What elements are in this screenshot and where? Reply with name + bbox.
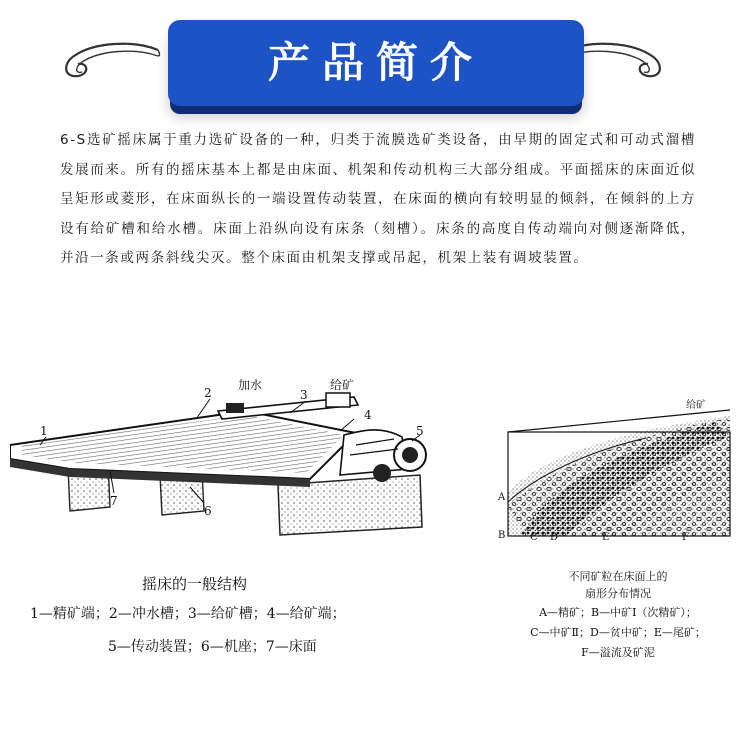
part-2-label: 2 <box>204 386 212 400</box>
part-1-label: 1 <box>40 424 48 438</box>
fan-distribution-diagram <box>496 396 734 550</box>
right-figure-title-line2: 扇形分布情况 <box>585 587 651 600</box>
feed-label: 给矿 <box>330 378 355 392</box>
feed-label-right: 给矿 <box>686 400 706 411</box>
left-figure-legend-line1: 1—精矿端；2—冲水槽；3—给矿槽；4—给矿端； <box>30 606 346 622</box>
right-figure-legend-line1: A—精矿；B—中矿Ⅰ（次精矿）； <box>539 606 697 619</box>
water-label: 加水 <box>238 378 263 392</box>
zone-c-label: C <box>530 532 538 543</box>
left-figure-legend-line2: 5—传动装置；6—机座；7—床面 <box>108 639 317 655</box>
zone-e-label: E <box>602 532 610 543</box>
right-figure-title-line1: 不同矿粒在床面上的 <box>568 570 668 583</box>
right-figure-legend-line3: F—溢流及矿泥 <box>581 646 655 659</box>
part-4-label: 4 <box>364 408 372 422</box>
table-deck <box>10 411 356 487</box>
intro-paragraph: 6-S选矿摇床属于重力选矿设备的一种，归类于流膜选矿类设备，由早期的固定式和可动式溜槽发展而来。所有的摇床基本上都是由床面、机架和传动机构三大部分组成。平面摇床的床面近似呈矩形或菱形，在床面纵长的一端设置传动装置，在床面的横向有较明显的倾斜，在倾斜的上方设有给矿槽和给水槽。床面上沿纵向设有床条（刻槽）。床条的高度自传动端向对侧逐渐降低，并沿一条或两条斜线尖灭。整个床面由机架支撑或吊起，机架上装有调坡装置。 <box>60 132 696 266</box>
zone-a-label: A <box>498 492 506 503</box>
part-3-label: 3 <box>300 388 308 402</box>
part-6-label: 6 <box>204 504 212 518</box>
part-5-label: 5 <box>416 424 424 438</box>
water-trough <box>218 393 358 419</box>
drive-mechanism <box>340 430 426 482</box>
header-banner <box>168 20 584 106</box>
left-figure-title: 摇床的一般结构 <box>142 575 248 593</box>
part-7-label: 7 <box>110 494 118 508</box>
zone-b-label: B <box>498 530 506 541</box>
zone-d-label: D <box>550 532 559 543</box>
right-figure-legend-line2: C—中矿Ⅱ；D—贫中矿；E—尾矿； <box>530 626 706 639</box>
left-scroll-ornament <box>54 36 164 86</box>
shaking-table-diagram <box>10 375 450 555</box>
page-title: 产品简介 <box>267 38 484 87</box>
zone-f-label: F <box>682 532 689 543</box>
